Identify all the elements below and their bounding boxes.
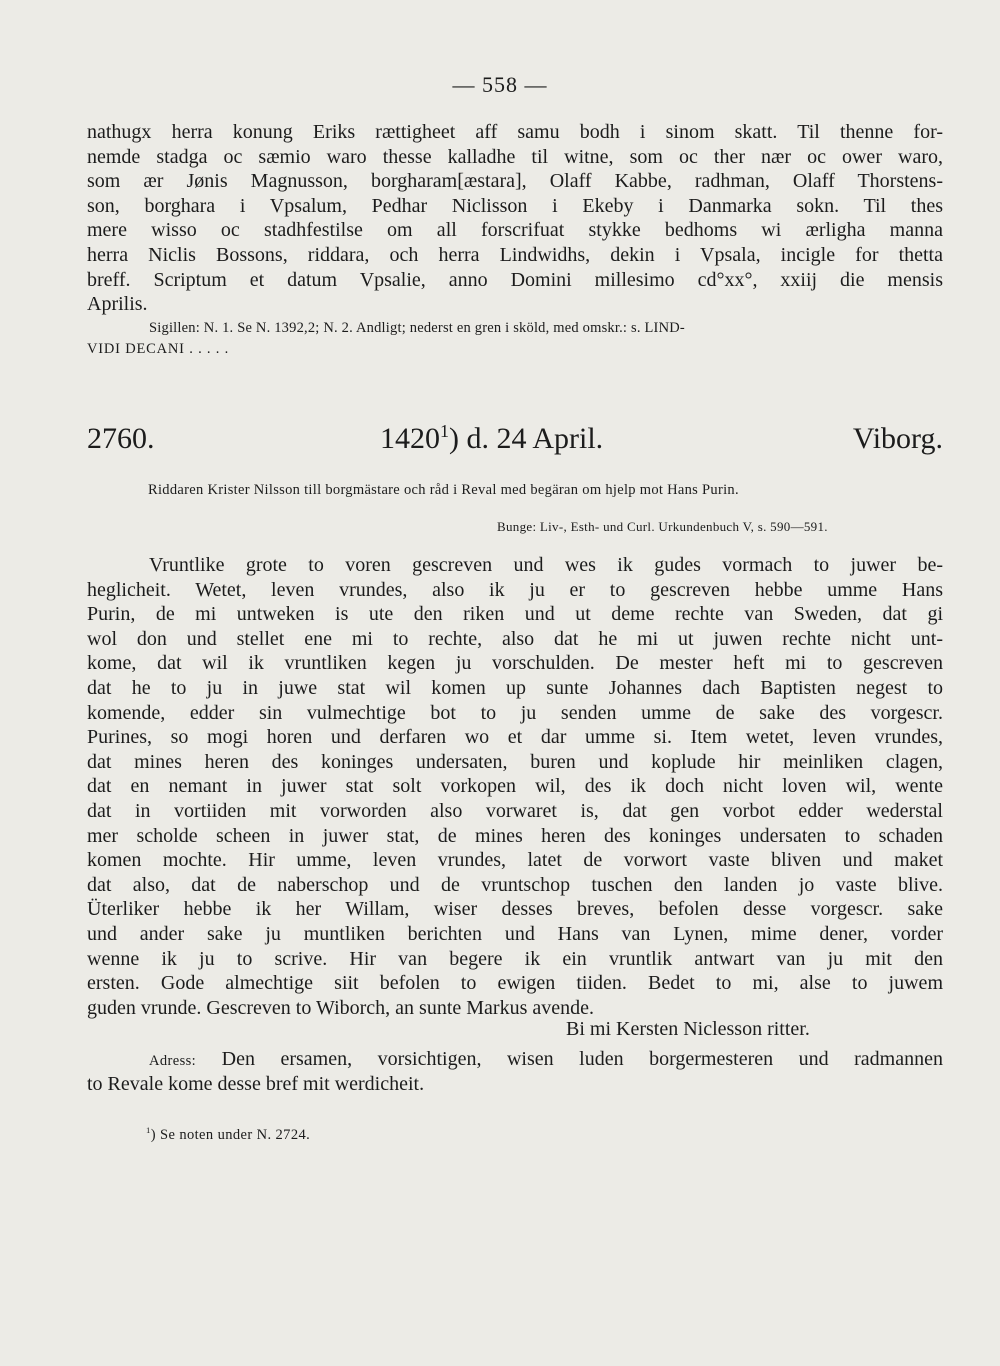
footnote: [146, 1127, 310, 1144]
footnote-ref: 1: [440, 421, 449, 441]
text-line: Üterliker hebbe ik her Willam, wiser desses breves, befolen desse vorgescr. sake: [87, 898, 943, 921]
signature-line: Bi mi Kersten Niclesson ritter.: [566, 1018, 810, 1040]
entry-number: 2760.: [87, 422, 155, 455]
text-line: Purin, de mi untweken is ute den riken und ut deme rechte van Sweden, dat gi: [87, 603, 943, 626]
entry-place: Viborg.: [852, 422, 943, 455]
address-label: Adress:: [149, 1053, 197, 1069]
text-line: komende, edder sin vulmechtige bot to ju senden umme de sake des vorgescr.: [87, 701, 943, 724]
entry-date: [380, 422, 603, 456]
text-line: wenne ik ju to scrive. Hir van begere ik ein vruntlik antwart van ju mit den: [87, 947, 943, 970]
page-number: — 558 —: [452, 72, 548, 97]
text-line: kome, dat wil ik vruntliken kegen ju vorschulden. De mester heft mi to gescreven: [87, 652, 943, 675]
text-line: nemde stadga oc sæmio waro thesse kalladhe til witne, som oc ther nær oc ower waro,: [87, 145, 943, 168]
text-line: guden vrunde. Gescreven to Wiborch, an sunte Markus avende.: [87, 996, 595, 1019]
address-text: Den ersamen, vorsichtigen, wisen luden borgermesteren und radmannen: [221, 1048, 943, 1070]
address-line: [87, 1047, 943, 1072]
seal-note-line: Sigillen: N. 1. Se N. 1392,2; N. 2. Andligt; nederst en gren i sköld, med omskr.: s. LIND-: [149, 320, 685, 336]
text-line: nathugx herra konung Eriks rættigheet aff samu bodh i sinom skatt. Til thenne for-: [87, 121, 943, 143]
text-line: mere wisso oc stadhfestilse om all forscrifuat stykke bedhoms wi ærligha manna: [87, 219, 943, 242]
seal-note: [87, 318, 943, 360]
text-line: dat en nemant in juwer stat solt vorkopen wil, des ik doch nicht loven wil, wente: [87, 775, 943, 798]
text-line: mer scholde scheen in juwer stat, de mines heren des koninges undersaten to schaden: [87, 824, 943, 847]
previous-entry-text: [87, 120, 943, 317]
text-line: heglicheit. Wetet, leven vrundes, also ik ju er to gescreven hebbe umme Hans: [87, 578, 943, 601]
text-line: son, borghara i Vpsalum, Pedhar Niclisson i Ekeby i Danmarka sokn. Til thes: [87, 194, 943, 217]
entry-source: Bunge: Liv-, Esth- und Curl. Urkundenbuch V, s. 590—591.: [497, 519, 828, 534]
letter-text: [87, 553, 943, 1020]
text-line: Aprilis.: [87, 293, 148, 316]
text-line: ersten. Gode almechtige siit befolen to ewigen tiiden. Bedet to mi, alse to juwem: [87, 972, 943, 995]
text-line: und ander sake ju muntliken berichten und Hans van Lynen, mime dener, vorder: [87, 922, 943, 945]
text-line: Vruntlike grote to voren gescreven und wes ik gudes vormach to juwer be-: [149, 554, 943, 576]
text-line: Purines, so mogi horen und derfaren wo et dar umme si. Item wetet, leven vrundes,: [87, 726, 943, 749]
entry-header: [87, 422, 943, 462]
text-line: breff. Scriptum et datum Vpsalie, anno Domini millesimo cd°xx°, xxiij die mensis: [87, 268, 943, 291]
text-line: wol don und stellet ene mi to rechte, also dat he mi ut juwen rechte nicht unt-: [87, 627, 943, 650]
text-line: herra Niclis Bossons, riddara, och herra Lindwidhs, dekin i Vpsala, incigle for thetta: [87, 243, 943, 266]
text-line: dat also, dat de naberschop und de vruntschop tuschen den landen jo vaste blive.: [87, 873, 943, 896]
seal-note-line: VIDI DECANI . . . . .: [87, 341, 230, 357]
text-line: komen mochte. Hir umme, leven vrundes, latet de vorwort vaste bliven und maket: [87, 849, 943, 872]
entry-year: 1420: [380, 422, 440, 455]
entry-date-rest: ) d. 24 April.: [449, 422, 604, 455]
footnote-mark: 1: [146, 1125, 151, 1136]
text-line: dat he to ju in juwe stat wil komen up sunte Johannes dach Baptisten negest to: [87, 676, 943, 699]
footnote-text: ) Se noten under N. 2724.: [150, 1127, 311, 1143]
address-line: to Revale kome desse bref mit werdicheit.: [87, 1073, 425, 1095]
entry-summary: Riddaren Krister Nilsson till borgmästare och råd i Reval med begäran om hjelp mot Hans Purin.: [148, 482, 739, 498]
text-line: som ær Jønis Magnusson, borgharam[æstara], Olaff Kabbe, radhman, Olaff Thorstens-: [87, 170, 943, 193]
text-line: dat mines heren des koninges undersaten, buren und koplude hir meinliken clagen,: [87, 750, 943, 773]
text-line: dat in vortiiden mit vorworden also vorwaret is, dat gen vorbot edder wederstal: [87, 799, 943, 822]
address-block: [87, 1047, 943, 1097]
